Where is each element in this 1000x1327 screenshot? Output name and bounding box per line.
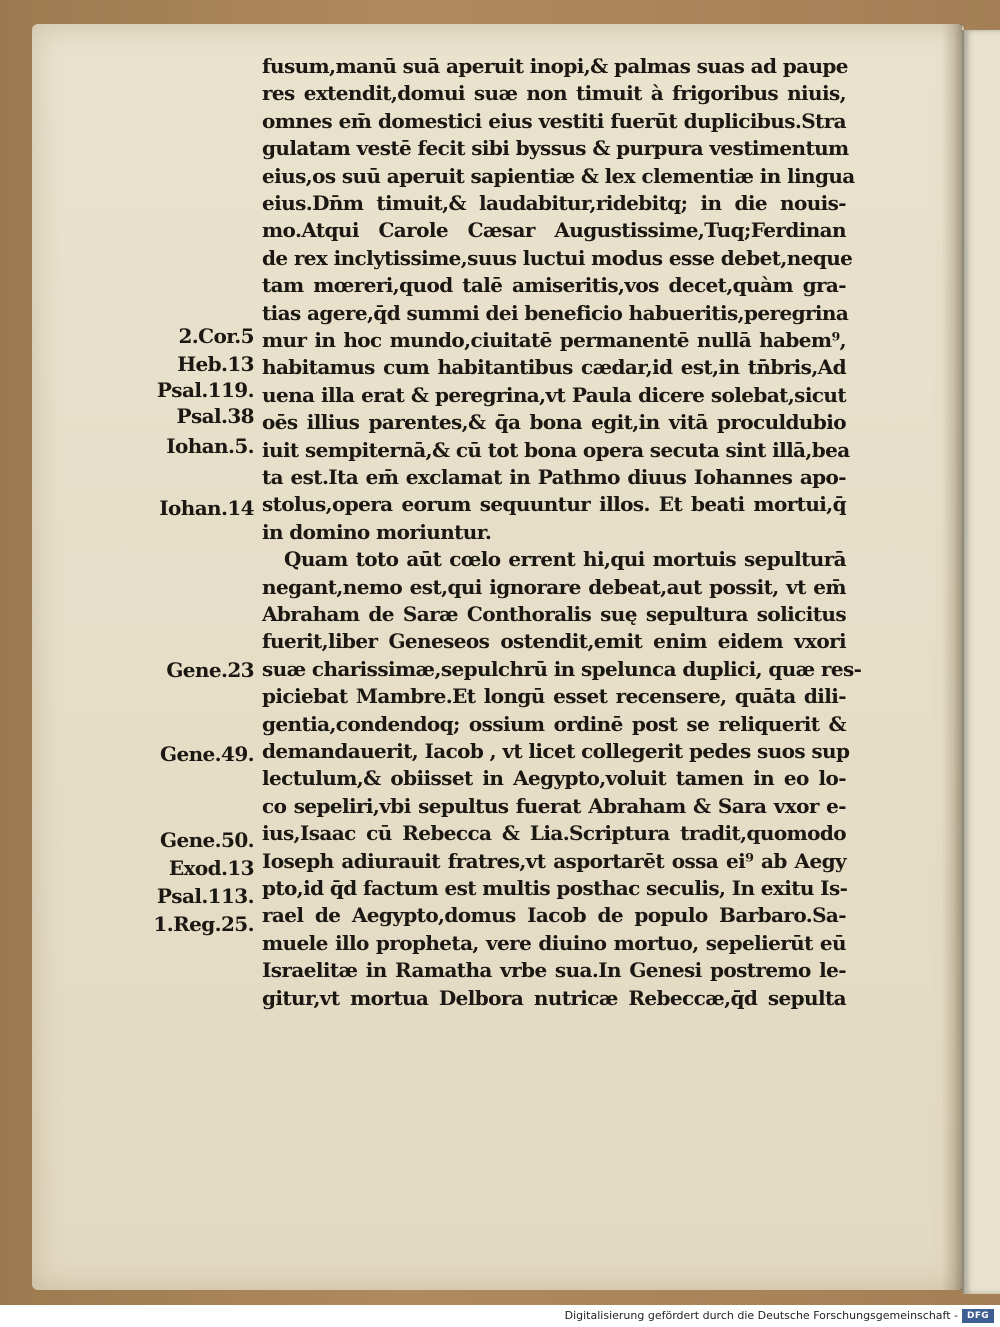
text-line: habitamus cum habitantibus cædar,id est,in tn̄bris,Ad (262, 355, 846, 380)
marginal-note: 1.Reg.25. (153, 912, 254, 936)
footer-bar (0, 1305, 1000, 1327)
text-line: suæ charissimæ,sepulchrū in spelunca duplici, quæ res- (262, 656, 862, 681)
text-line: oēs illius parentes,& q̄a bona egit,in vitā proculdubio (262, 410, 846, 435)
text-line: ta est.Ita em̄ exclamat in Pathmo diuus Iohannes apo- (262, 465, 846, 489)
facing-page-edge (962, 30, 1000, 1294)
text-line: co sepeliri,vbi sepultus fuerat Abraham & Sara vxor e- (262, 793, 846, 818)
marginal-note: Gene.49. (159, 742, 254, 766)
text-line: tam mœreri,quod talē amiseritis,vos decet,quàm gra- (262, 273, 846, 298)
marginal-note: Gene.50. (159, 828, 254, 852)
text-line: mur in hoc mundo,ciuitatē permanentē nullā habem⁹, (262, 328, 846, 352)
text-line: mo.Atqui Carole Cæsar Augustissime,Tuq;Ferdinan (262, 218, 846, 243)
text-line: Israelitæ in Ramatha vrbe sua.In Genesi postremo le- (262, 958, 846, 983)
text-line: de rex inclytissime,suus luctui modus esse debet,neque (262, 245, 853, 270)
marginal-note: Heb.13 (177, 352, 254, 376)
footer-credit: Digitalisierung gefördert durch die Deutsche Forschungsgemeinschaft - (564, 1309, 958, 1322)
text-line: eius.Dn̄m timuit,& laudabitur,ridebitq; in die nouis- (262, 191, 846, 215)
marginal-note: Iohan.14 (159, 496, 254, 520)
text-line: Quam toto aūt cœlo errent hi,qui mortuis sepulturā (284, 547, 846, 572)
marginal-note: Psal.38 (176, 404, 254, 428)
text-line: gitur,vt mortua Delbora nutricæ Rebeccæ,q̄d sepulta (262, 985, 846, 1010)
text-line: piciebat Mambre.Et longū esset recensere, quāta dili- (262, 684, 846, 709)
text-line: Abraham de Saræ Conthoralis suę sepultura solicitus (262, 602, 846, 626)
text-line: eius,os suū aperuit sapientiæ & lex clementiæ in lingua (262, 163, 855, 188)
marginal-note: 2.Cor.5 (178, 324, 254, 348)
text-line: stolus,opera eorum sequuntur illos. Et beati mortui,q̄ (262, 492, 846, 517)
page-gutter-shadow (942, 24, 962, 1290)
dfg-logo: DFG (962, 1309, 994, 1323)
text-line: fuerit,liber Geneseos ostendit,emit enim eidem vxori (262, 629, 846, 654)
text-line: omnes em̄ domestici eius vestiti fuerūt duplicibus.Stra (262, 108, 846, 133)
text-line: demandauerit, Iacob , vt licet collegerit pedes suos sup (262, 739, 850, 763)
marginal-note: Exod.13 (168, 856, 254, 880)
text-line: negant,nemo est,qui ignorare debeat,aut possit, vt em̄ (262, 574, 846, 599)
text-line: iuit sempiternā,& cū tot bona opera secuta sint illā,bea (262, 437, 850, 462)
text-line: tias agere,q̄d summi dei beneficio habueritis,peregrina (262, 300, 849, 325)
text-line: Ioseph adiurauit fratres,vt asportarēt ossa ei⁹ ab Aegy (262, 848, 846, 873)
text-line: res extendit,domui suæ non timuit à frigoribus niuis, (262, 81, 846, 106)
text-line: lectulum,& obiisset in Aegypto,voluit tamen in eo lo- (262, 766, 846, 791)
text-line: ius,Isaac cū Rebecca & Lia.Scriptura tradit,quomodo (262, 821, 846, 846)
marginal-note: Iohan.5. (166, 434, 254, 458)
text-line: uena illa erat & peregrina,vt Paula dicere solebat,sicut (262, 382, 846, 407)
text-line: gulatam vestē fecit sibi byssus & purpura vestimentum (262, 136, 849, 161)
text-line: pto,id q̄d factum est multis posthac seculis, In exitu Is- (262, 876, 848, 900)
text-line: in domino moriuntur. (262, 519, 492, 544)
text-line: fusum,manū suā aperuit inopi,& palmas suas ad paupe (262, 54, 848, 78)
text-line: gentia,condendoq; ossium ordinē post se reliquerit & (262, 711, 846, 736)
text-line: muele illo propheta, vere diuino mortuo, sepelierūt eū (262, 930, 846, 955)
marginal-note: Psal.119. (156, 378, 254, 402)
marginal-note: Gene.23 (166, 658, 254, 682)
marginal-note: Psal.113. (156, 884, 254, 908)
text-line: rael de Aegypto,domus Iacob de populo Barbaro.Sa- (262, 903, 846, 928)
